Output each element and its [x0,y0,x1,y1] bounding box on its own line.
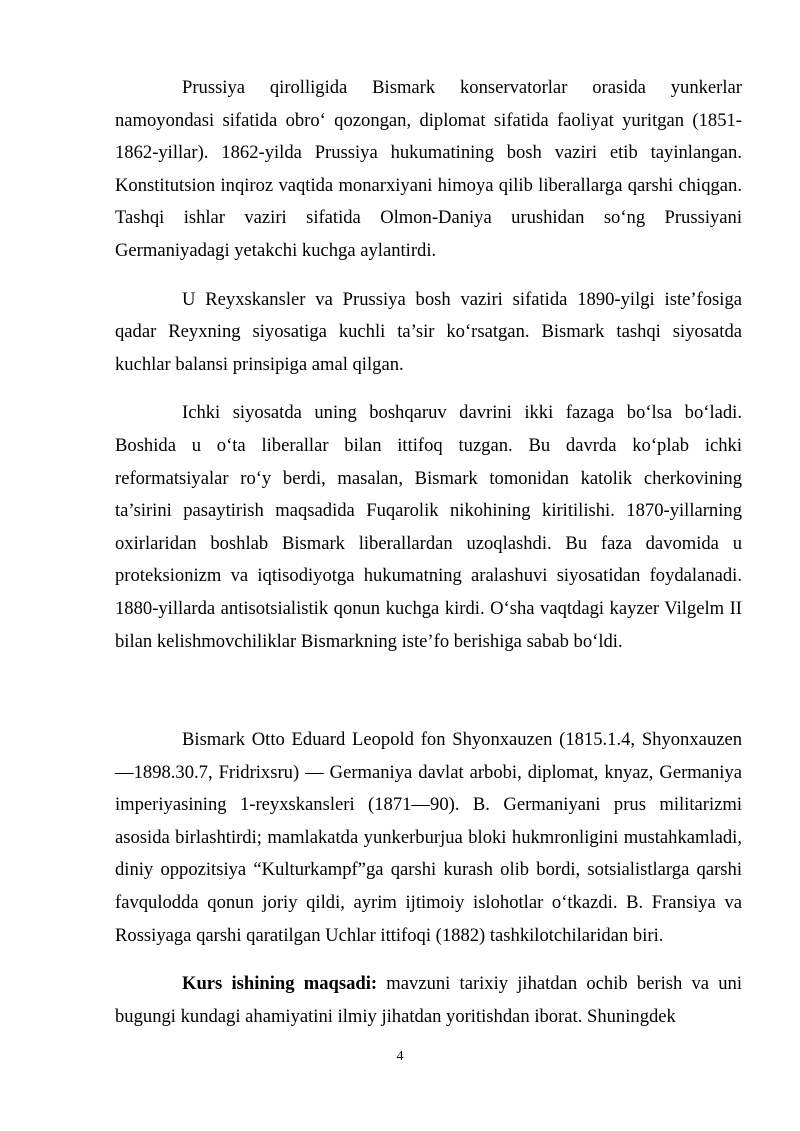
course-goal-text: mavzuni tarixiy jihatdan ochib berish va uni bugungi kundagi ahamiyatini ilmiy jihatdan yoritishdan iborat. Shuningdek [115,973,742,1027]
paragraph-domestic-policy: Ichki siyosatda uning boshqaruv davrini ikki fazaga bo‘lsa bo‘ladi. Boshida u o‘ta liberallar bilan ittifoq tuzgan. Bu davrda ko‘plab ichki reformatsiyalar ro‘y berdi, masalan, Bismark tomonidan katolik cherkovining ta’sirini pasaytirish maqsadida Fuqarolik nikohining kiritilishi. 1870-yillarning oxirlaridan boshlab Bismark liberallardan uzoqlashdi. Bu faza davomida u proteksionizm va iqtisodiyotga hukumatning aralashuvi siyosatidan foydalanadi. 1880-yillarda antisotsialistik qonun kuchga kirdi. O‘sha vaqtdagi kayzer Vilgelm II bilan kelishmovchiliklar Bismarkning iste’fo berishiga sabab bo‘ldi. [115,402,742,652]
paragraph-biography: Bismark Otto Eduard Leopold fon Shyonxauzen (1815.1.4, Shyonxauzen —1898.30.7, Fridrixsru) — Germaniya davlat arbobi, diplomat, knyaz, Germaniya imperiyasining 1-reyxskansleri (1871—90). B. Germaniyani prus militarizmi asosida birlashtirdi; mamlakatda yunkerburjua bloki hukmronligini mustahkamladi, diniy oppozitsiya “Kulturkampf”ga qarshi kurash olib bordi, sotsialistlarga qarshi favqulodda qonun joriy qildi, ayrim ijtimoiy islohotlar o‘tkazdi. B. Fransiya va Rossiyaga qarshi qaratilgan Uchlar ittifoqi (1882) tashkilotchilaridan biri. [115,729,742,946]
paragraph-reichskanzler: U Reyxskansler va Prussiya bosh vaziri sifatida 1890-yilgi iste’fosiga qadar Reyxning siyosatiga kuchli ta’sir ko‘rsatgan. Bismark tashqi siyosatda kuchlar balansi prinsipiga amal qilgan. [115,288,742,375]
page-content [115,72,742,1033]
paragraph-spacer [115,952,742,968]
course-goal-label: Kurs ishining maqsadi: [182,973,378,995]
page-number: 4 [396,1049,404,1064]
paragraph-bismark-prussia: Prussiya qirolligida Bismark konservatorlar orasida yunkerlar namoyondasi sifatida obro‘ qozongan, diplomat sifatida faoliyat yuritgan (1851-1862-yillar). 1862-yilda Prussiya hukumatining bosh vaziri etib tayinlangan. Konstitutsion inqiroz vaqtida monarxiyani himoya qilib liberallarga qarshi chiqgan. Tashqi ishlar vaziri sifatida Olmon-Daniya urushidan so‘ng Prussiyani Germaniyadagi yetakchi kuchga aylantirdi. [115,77,742,261]
paragraph-spacer [115,381,742,397]
paragraph-course-goal [115,968,742,1033]
section-spacer [115,658,742,724]
paragraph-spacer [115,268,742,284]
